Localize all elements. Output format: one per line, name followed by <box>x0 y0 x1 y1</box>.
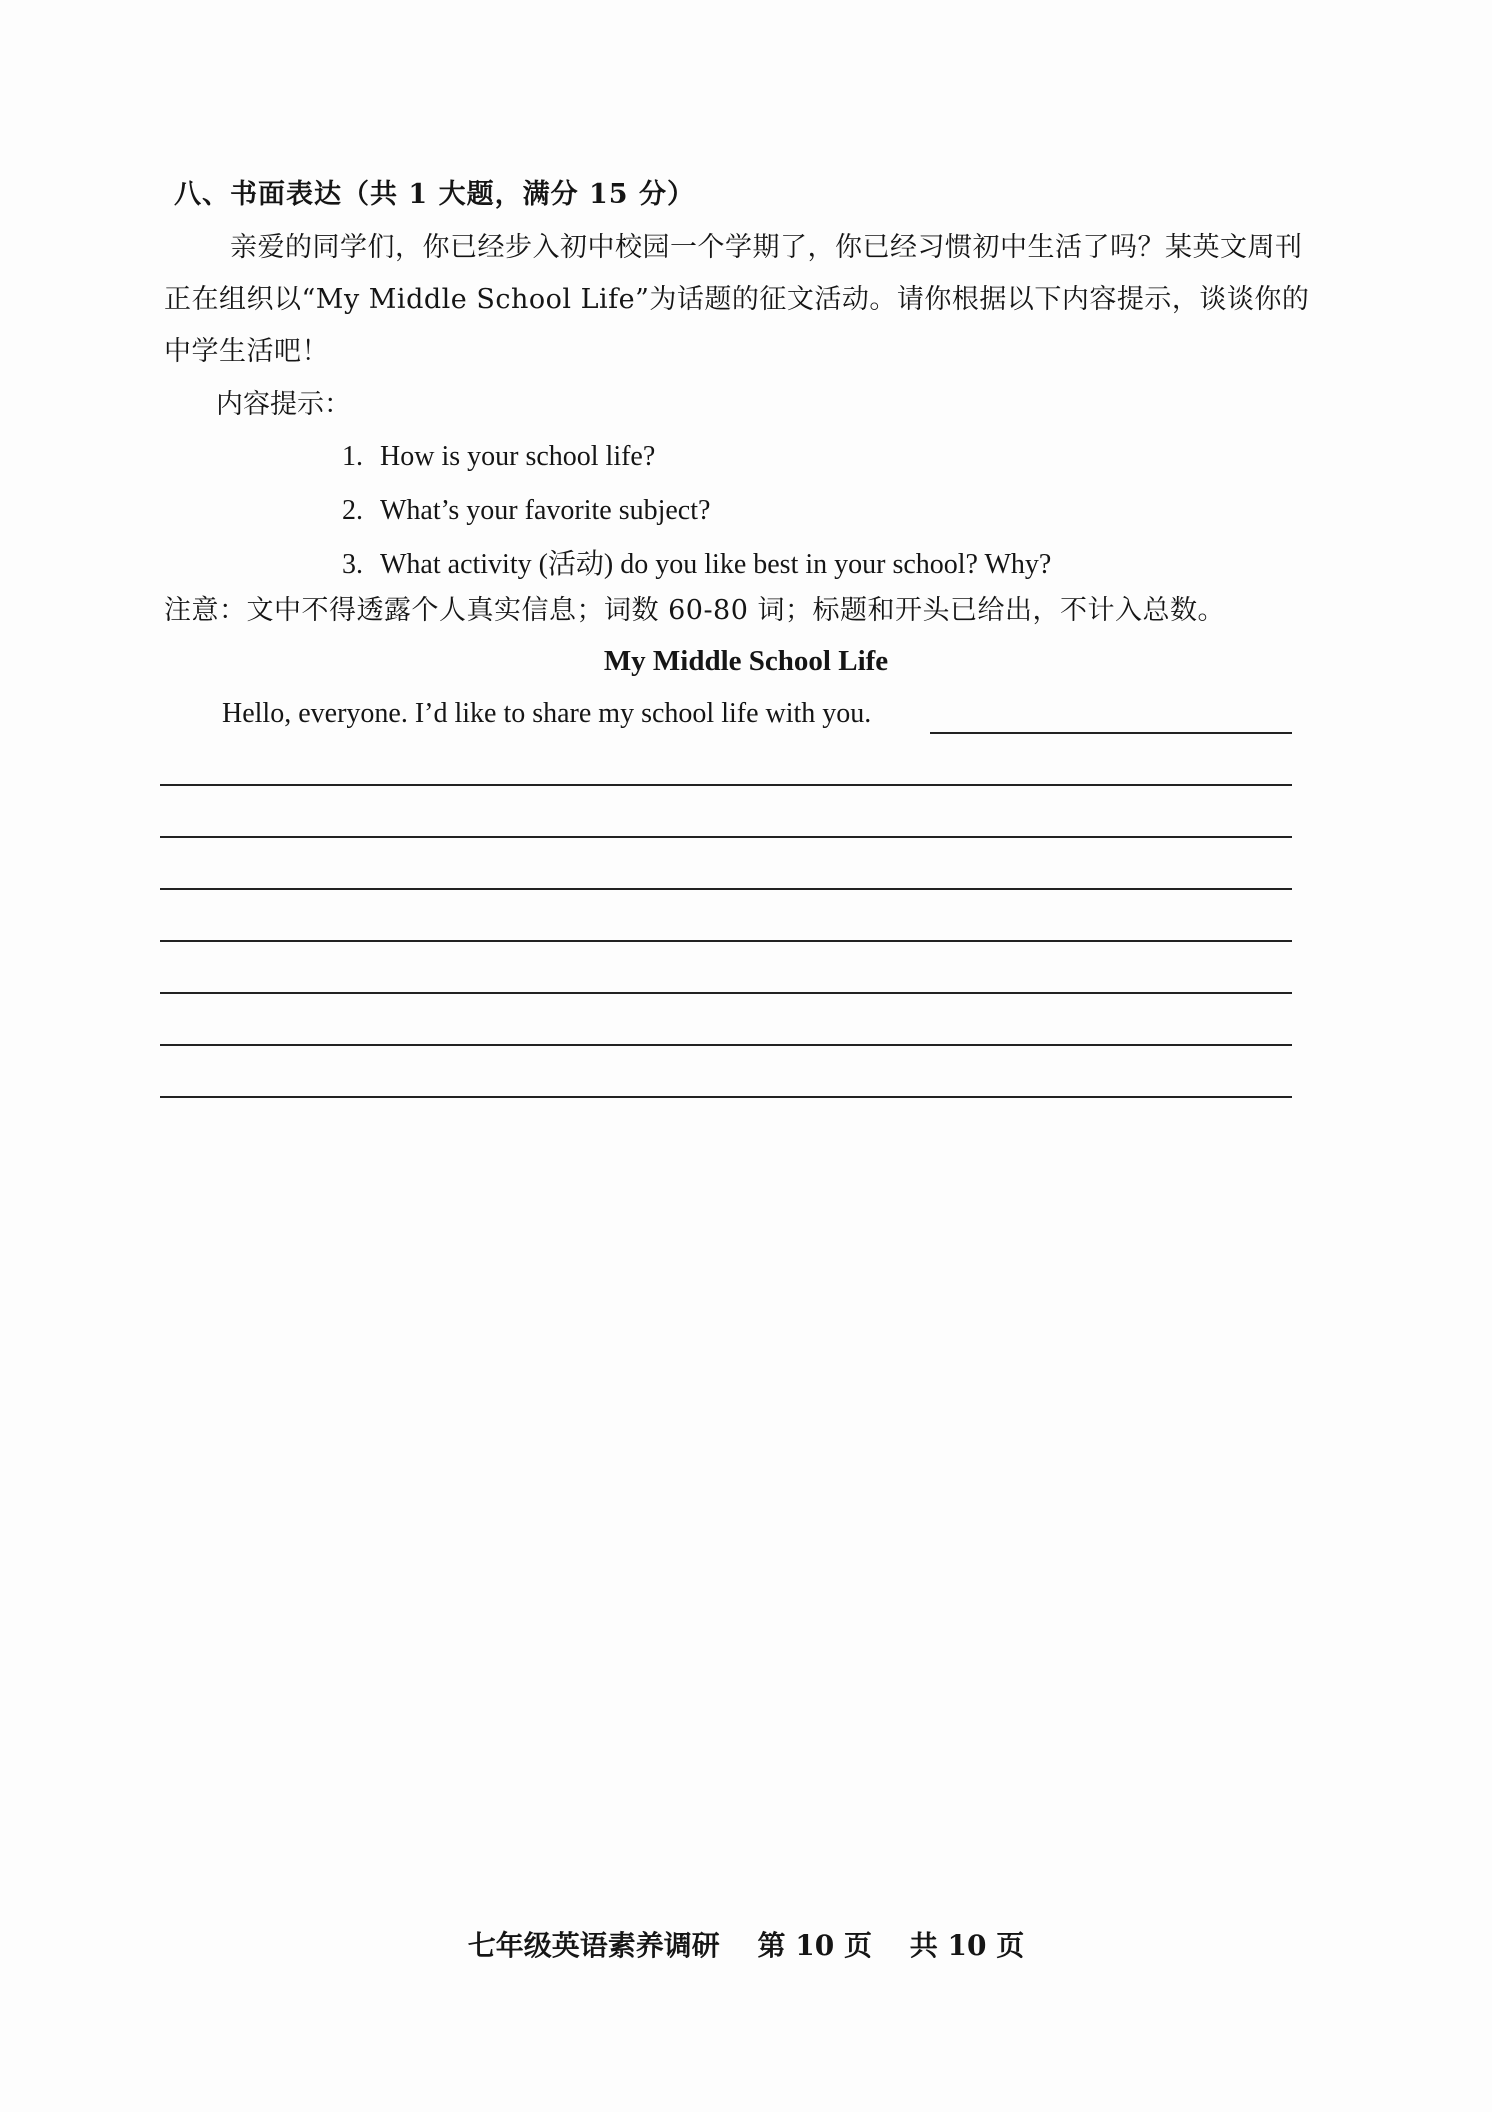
essay-title: My Middle School Life <box>603 645 889 677</box>
section-title: 八、书面表达（共 1 大题，满分 15 分） <box>174 179 695 210</box>
answer-line-first[interactable] <box>930 732 1292 734</box>
page-footer <box>0 1924 1492 1964</box>
hint-number: 1. <box>342 441 363 472</box>
essay-opening: Hello, everyone. I’d like to share my school life with you. <box>222 698 872 729</box>
hint-number: 3. <box>342 549 363 580</box>
answer-line[interactable] <box>160 940 1292 942</box>
hint-text: How is your school life? <box>380 441 656 472</box>
hint-item <box>342 430 1051 484</box>
writing-instructions: 亲爱的同学们，你已经步入初中校园一个学期了，你已经习惯初中生活了吗？某英文周刊正在组织以“My Middle School Life”为话题的征文活动。请你根据以下内容提示，谈谈你的中学生活吧！ <box>164 232 1310 367</box>
hint-number: 2. <box>342 495 363 526</box>
hints-label: 内容提示： <box>216 389 351 420</box>
exam-name: 七年级英语素养调研 <box>467 1929 720 1962</box>
answer-line[interactable] <box>160 1044 1292 1046</box>
writing-note: 注意：文中不得透露个人真实信息；词数 60-80 词；标题和开头已给出，不计入总数。 <box>164 595 1225 626</box>
hint-item <box>342 484 1051 538</box>
answer-line[interactable] <box>160 836 1292 838</box>
hint-item <box>342 538 1051 592</box>
answer-line[interactable] <box>160 1096 1292 1098</box>
answer-line[interactable] <box>160 784 1292 786</box>
page-number: 第 10 页 <box>757 1929 872 1962</box>
answer-line[interactable] <box>160 888 1292 890</box>
hint-text: What activity (活动) do you like best in your school? Why? <box>380 549 1052 580</box>
answer-line[interactable] <box>160 992 1292 994</box>
page-total: 共 10 页 <box>909 1929 1025 1962</box>
hints-list <box>342 430 1051 592</box>
hint-text: What’s your favorite subject? <box>380 495 711 526</box>
